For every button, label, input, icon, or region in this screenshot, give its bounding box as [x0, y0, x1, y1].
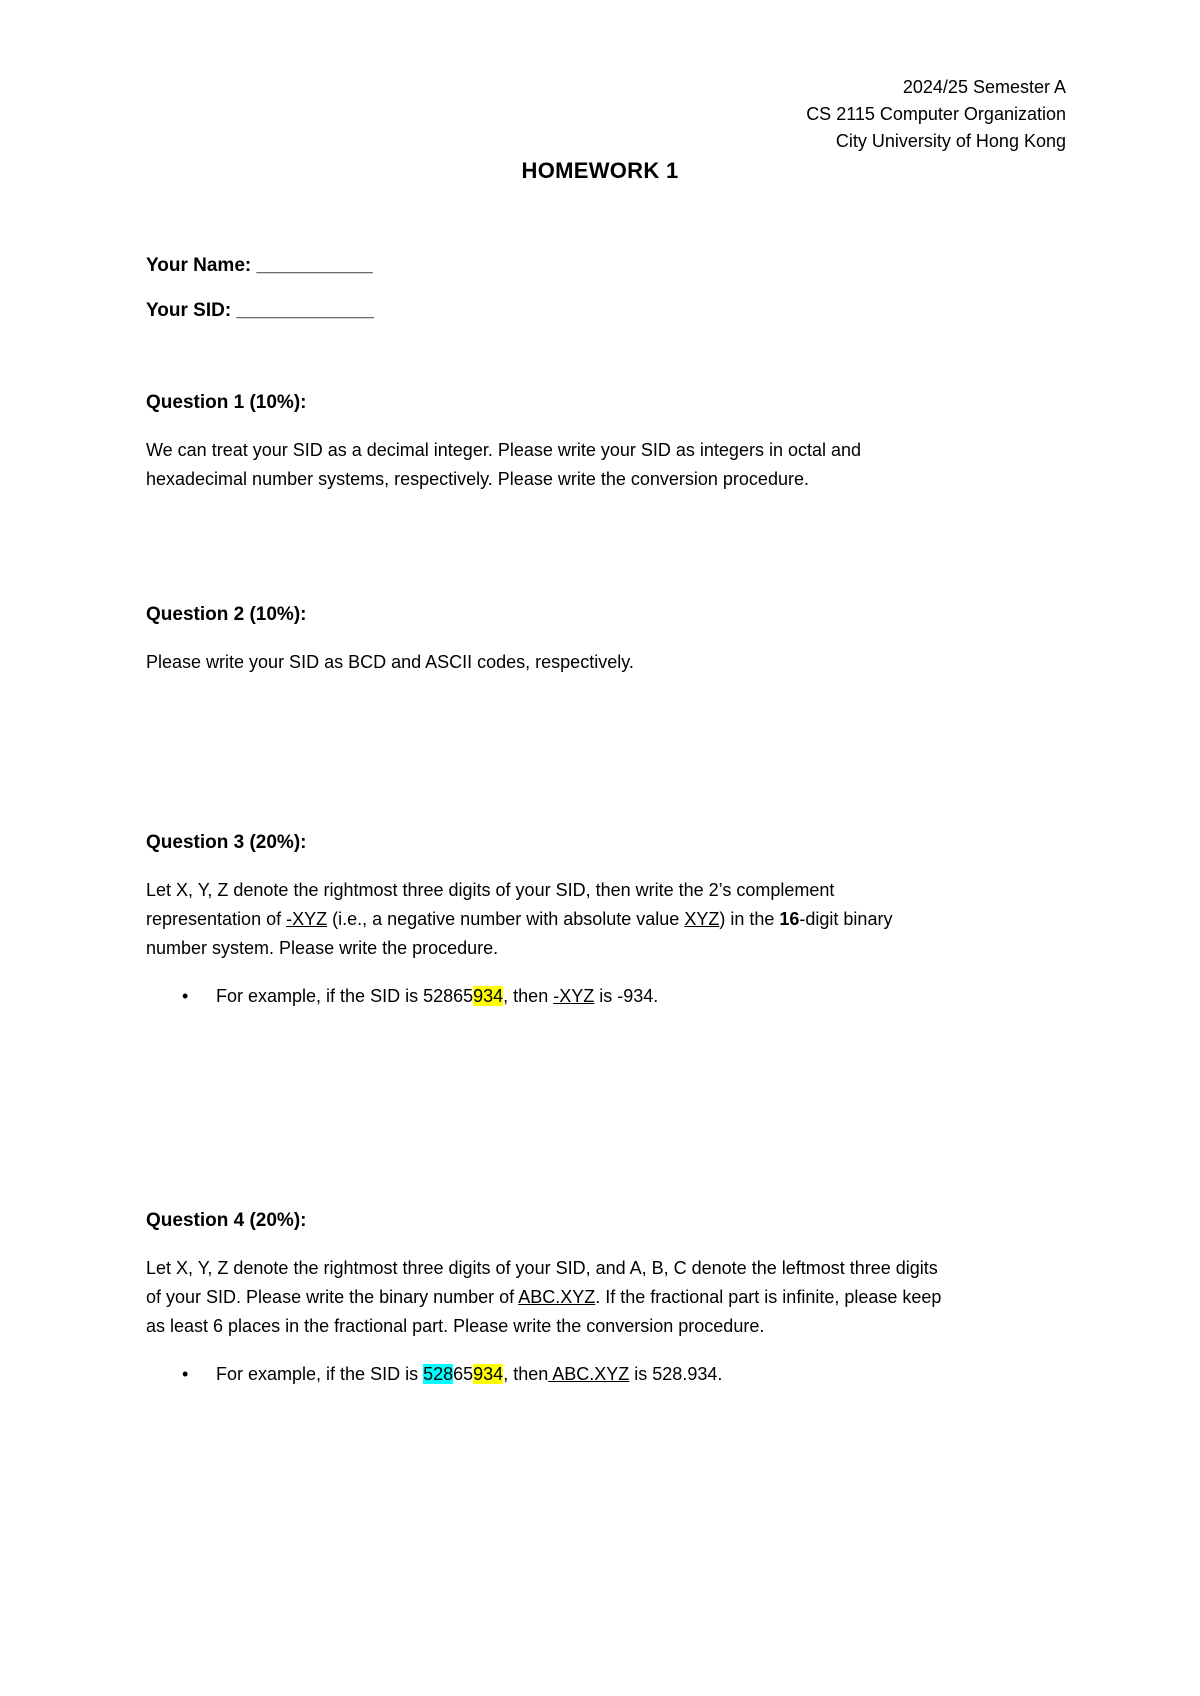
- q4-example-abc-xyz: ABC.XYZ: [548, 1364, 630, 1384]
- question-4-line-2: [146, 1283, 1086, 1312]
- q3-xyz: XYZ: [684, 909, 720, 929]
- q3-example-neg-xyz: -XYZ: [553, 986, 595, 1006]
- question-3-example: [184, 982, 658, 1011]
- q3-text: representation of: [146, 909, 287, 929]
- q3-neg-xyz: -XYZ: [286, 909, 328, 929]
- q3-example-highlight: 934: [473, 986, 504, 1006]
- question-1-line-1: We can treat your SID as a decimal integer. Please write your SID as integers in octal and: [146, 440, 862, 460]
- question-3-line-1: Let X, Y, Z denote the rightmost three digits of your SID, then write the 2’s complement: [146, 880, 835, 900]
- bullet-icon: •: [182, 1364, 189, 1384]
- question-4-body: [146, 1254, 1086, 1341]
- question-2-heading: Question 2 (10%):: [146, 604, 307, 625]
- q4-text: . If the fractional part is infinite, please keep: [595, 1287, 942, 1307]
- course-line: CS 2115 Computer Organization: [806, 104, 1066, 124]
- question-1-heading: Question 1 (10%):: [146, 392, 307, 413]
- question-4-line-1: Let X, Y, Z denote the rightmost three digits of your SID, and A, B, C denote the leftmost three digits: [146, 1258, 938, 1278]
- q4-text: of your SID. Please write the binary number of: [146, 1287, 519, 1307]
- question-4-example: [184, 1360, 722, 1389]
- question-3-body: [146, 876, 1066, 963]
- q3-text: ) in the: [719, 909, 780, 929]
- q4-example-highlight-cyan: 528: [423, 1364, 454, 1384]
- bullet-icon: •: [182, 986, 189, 1006]
- name-field: Your Name: ___________: [146, 255, 373, 276]
- q4-example-text: For example, if the SID is: [216, 1364, 424, 1384]
- q4-example-highlight-yellow: 934: [473, 1364, 504, 1384]
- sid-field: Your SID: _____________: [146, 300, 374, 321]
- q3-text: -digit binary: [799, 909, 893, 929]
- document-title: HOMEWORK 1: [521, 158, 679, 183]
- q3-example-text: is -934.: [594, 986, 659, 1006]
- semester-line: 2024/25 Semester A: [902, 77, 1066, 97]
- question-3-heading: Question 3 (20%):: [146, 832, 307, 853]
- question-3-line-3: number system. Please write the procedure.: [146, 938, 499, 958]
- q3-example-text: For example, if the SID is 52865: [216, 986, 474, 1006]
- question-4-line-3: as least 6 places in the fractional part. Please write the conversion procedure.: [146, 1316, 765, 1336]
- question-1-body: [146, 436, 1066, 494]
- q3-digit-count: 16: [779, 909, 800, 929]
- q4-example-text: is 528.934.: [629, 1364, 723, 1384]
- q4-example-text: 65: [453, 1364, 474, 1384]
- course-header: [806, 74, 1066, 155]
- question-2-body: [146, 648, 1066, 677]
- question-4-heading: Question 4 (20%):: [146, 1210, 307, 1231]
- question-1-line-2: hexadecimal number systems, respectively. Please write the conversion procedure.: [146, 469, 809, 489]
- q3-text: (i.e., a negative number with absolute value: [327, 909, 685, 929]
- university-line: City University of Hong Kong: [835, 131, 1066, 151]
- question-2-line-1: Please write your SID as BCD and ASCII codes, respectively.: [146, 652, 634, 672]
- q4-example-text: , then: [503, 1364, 549, 1384]
- question-3-line-2: [146, 905, 1066, 934]
- q3-example-text: , then: [503, 986, 554, 1006]
- q4-abc-xyz: ABC.XYZ: [518, 1287, 596, 1307]
